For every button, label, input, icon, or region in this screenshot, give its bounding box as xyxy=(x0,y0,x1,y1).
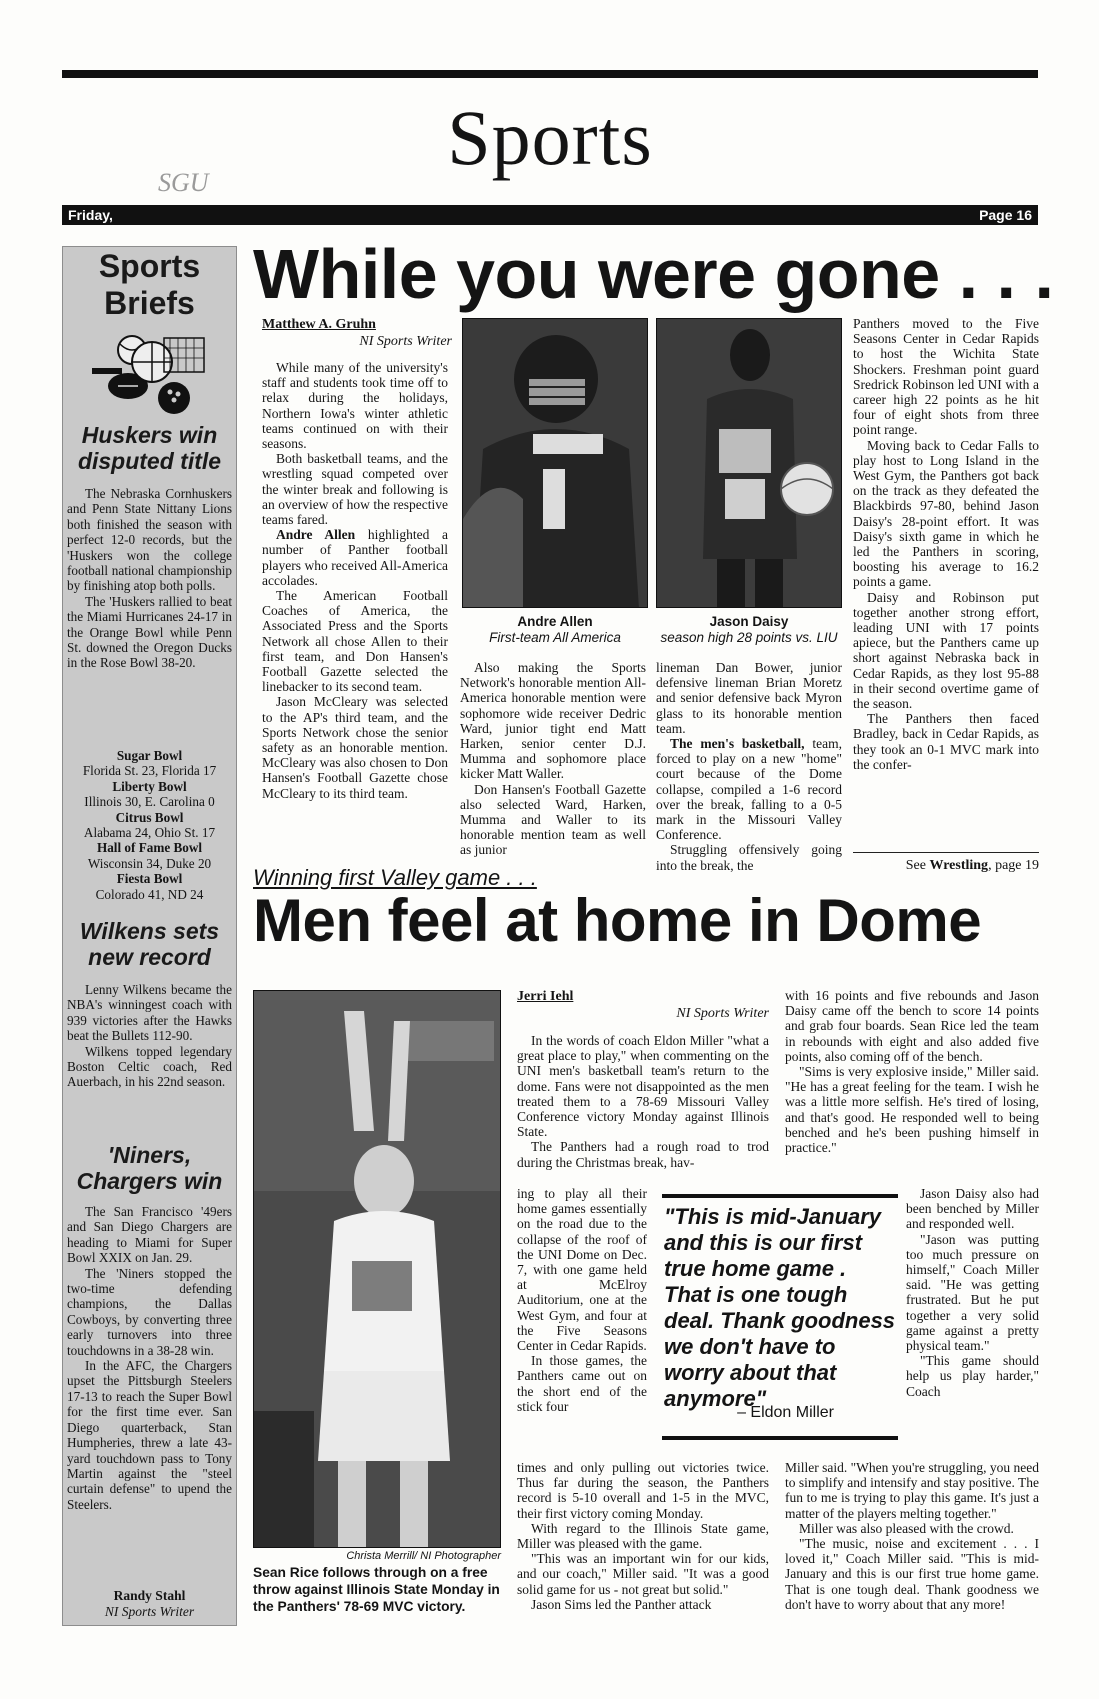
bowl-score: Illinois 30, E. Carolina 0 xyxy=(84,794,215,810)
brief1-para: The 'Huskers rallied to beat the Miami Hurricanes 24-17 in the Orange Bowl while Penn St. downed the Oregon Ducks in the Rose Bowl 38-20. xyxy=(67,593,232,671)
story1-headline: While you were gone . . . xyxy=(253,235,1054,313)
lead-in-bold: Andre Allen xyxy=(276,527,356,543)
story2-para: In those games, the Panthers came out on the short end of the stick four xyxy=(517,1353,647,1414)
basketball-player-image xyxy=(657,319,842,608)
jump-line xyxy=(853,858,1039,874)
handwritten-initials: SGU xyxy=(158,168,209,197)
story2-kicker: Winning first Valley game . . . xyxy=(253,865,537,890)
football-player-image xyxy=(463,319,648,608)
story1-para: Moving back to Cedar Falls to play host to Long Island in the West Gym, the Panthers got back on the track as they defeated the Blackbirds 97-80, behind Jason Daisy's 28-point effort. It was Daisy's sixth game in which he led the Panthers in scoring, boosting his average to 16.2 points a game. xyxy=(853,437,1039,590)
bowl-name: Liberty Bowl xyxy=(112,778,187,794)
story1-para: The men's basketball, team, forced to play on a new "home" court because of the Dome collapse, compiled a 1-6 record over the break, falling to a 0-5 mark in the Missouri Valley Conference. xyxy=(656,736,842,843)
story2-col2-top xyxy=(785,988,1039,1155)
sidebar-byline-role: NI Sports Writer xyxy=(104,1604,195,1619)
brief2-para: Wilkens topped legendary Boston Celtic coach, Red Auerbach, in his 22nd season. xyxy=(67,1043,232,1090)
sidebar-byline xyxy=(62,1588,237,1620)
story2-byline xyxy=(517,988,769,1022)
story2-para: Jason Daisy also had been benched by Miller and responded well. xyxy=(906,1186,1039,1232)
story1-para: Struggling offensively going into the break, the xyxy=(656,842,842,873)
story1-para: The American Football Coaches of America, the Associated Press and the Sports Network all chose Allen to their first team, and Don Hansen's Football Gazette selected the linebacker to its second team. xyxy=(262,588,448,695)
photo2-name: Jason Daisy xyxy=(709,614,789,629)
bowl-score: Wisconsin 34, Duke 20 xyxy=(87,855,212,871)
dateline-bar xyxy=(62,205,1038,225)
brief1-headline-line2: disputed title xyxy=(77,448,222,474)
story2-para: times and only pulling out victories twice. Thus far during the season, the Panthers record is 5-10 overall and 1-5 in the MVC, their first victory coming Monday. xyxy=(517,1460,769,1521)
story2-para: The Panthers had a rough road to trod during the Christmas break, hav- xyxy=(517,1139,769,1170)
story2-para: "Jason was putting too much pressure on himself," Coach Miller said. "He was getting frustrated. But he put together a very solid game against a pretty physical team." xyxy=(906,1231,1039,1354)
pullquote-bottom-rule xyxy=(662,1436,898,1440)
brief1-body xyxy=(67,486,232,671)
dateline-day: Friday, xyxy=(68,207,113,223)
brief2-para: Lenny Wilkens became the NBA's winningest coach with 939 victories after the Hawks beat the Bullets 112-90. xyxy=(67,982,232,1044)
sidebar-title xyxy=(62,248,237,322)
photo1-name: Andre Allen xyxy=(517,614,593,629)
brief2-headline xyxy=(62,918,237,970)
brief1-para: The Nebraska Cornhuskers and Penn State Nittany Lions both finished the season with perfect 12-0 records, but the 'Huskers won the college football national championship by finishing atop both polls. xyxy=(67,486,232,594)
story2-para: "This game should help us play harder," Coach xyxy=(906,1353,1039,1399)
brief3-headline-line2: Chargers win xyxy=(76,1168,223,1194)
brief3-headline-line1: 'Niners, xyxy=(107,1142,192,1168)
photo-credit: Christa Merrill/ NI Photographer xyxy=(346,1550,501,1562)
bowl-score: Alabama 24, Ohio St. 17 xyxy=(83,825,216,841)
photo-caption: Sean Rice follows through on a free throw against Illinois State Monday in the Panthers' 78-69 MVC victory. xyxy=(253,1565,500,1614)
story2-para: In the words of coach Eldon Miller "what a great place to play," when commenting on the UNI men's basketball team's return to the dome. Fans were not disappointed as the men treated them to a 78-69 Missouri Valley Conference victory Monday against Illinois State. xyxy=(517,1033,769,1140)
jump-prefix: See xyxy=(905,858,930,873)
story2-col2-narrow xyxy=(906,1186,1039,1399)
brief3-body xyxy=(67,1204,232,1512)
jump-suffix: , page 19 xyxy=(988,858,1039,873)
story1-byline xyxy=(262,316,452,350)
sidebar-title-line1: Sports xyxy=(98,248,201,284)
story1-para: Also making the Sports Network's honorable mention All-America honorable mention were sophomore wide receiver Dedric Ward, junior tight end Matt Harken, senior center D.J. Mumma and sophomore place kicker Matt Waller. xyxy=(460,660,646,782)
brief3-para: In the AFC, the Chargers upset the Pittsburgh Steelers 17-13 to reach the Super Bowl for the first time ever. San Diego quarterback, Stan Humpheries, threw a late 43-yard touchdown pass to Tony Martin against the "steel curtain defense" to upend the Steelers. xyxy=(67,1358,232,1512)
story1-para: Andre Allen highlighted a number of Panther football players who received All-America accolades. xyxy=(262,527,448,588)
story2-byline-role: NI Sports Writer xyxy=(676,1006,769,1021)
andre-allen-photo xyxy=(462,318,648,608)
story1-col2 xyxy=(460,660,646,858)
story2-para: Jason Sims led the Panther attack xyxy=(531,1596,712,1612)
bowl-name: Hall of Fame Bowl xyxy=(96,840,203,856)
bowl-name: Sugar Bowl xyxy=(116,748,183,763)
story2-para: With regard to the Illinois State game, Miller was pleased with the game. xyxy=(517,1520,769,1552)
story1-para: lineman Dan Bower, junior defensive lineman Brian Moretz and senior defensive back Myron glass to its honorable mention team. xyxy=(656,660,842,736)
story2-col1-bottom xyxy=(517,1460,769,1612)
story1-para: Both basketball teams, and the wrestling squad competed over the winter break and following is an overview of how the respective teams fared. xyxy=(262,451,448,528)
story1-para: The Panthers then faced Bradley, back in Cedar Rapids, as they took an 0-1 MVC mark into the confer- xyxy=(853,711,1039,772)
section-title: Sports xyxy=(447,94,653,181)
free-throw-image xyxy=(254,991,501,1548)
story1-byline-name: Matthew A. Gruhn xyxy=(262,317,376,332)
bowl-name: Fiesta Bowl xyxy=(116,871,183,887)
top-rule xyxy=(62,70,1038,78)
story1-col3 xyxy=(656,660,842,873)
brief2-body xyxy=(67,982,232,1090)
sidebar-title-line2: Briefs xyxy=(104,285,195,321)
story2-byline-name: Jerri Iehl xyxy=(517,989,574,1004)
jason-daisy-photo xyxy=(656,318,842,608)
story2-para: ing to play all their home games essentially on the road due to the collapse of the roof of the UNI Dome on Dec. 7, with one game held at McElroy Auditorium, one at the West Gym, and four at the Five Seasons Center in Cedar Rapids. xyxy=(517,1186,647,1354)
brief1-headline-line1: Huskers win xyxy=(81,422,218,448)
story2-col2-bottom xyxy=(785,1460,1039,1612)
story1-para: Jason McCleary was selected to the AP's third team, and the Sports Network chose the senior safety as an honorable mention. McCleary was also chosen to Don Hansen's Football Gazette chose McCleary to its third team. xyxy=(262,694,448,801)
page-number: Page 16 xyxy=(979,207,1032,223)
sean-rice-photo xyxy=(253,990,501,1548)
story1-para: Daisy and Robinson put together another strong effort, leading UNI with 17 points apiece, but the Panthers came up short against Nebraska back in Cedar Rapids, as they lost 95-88 in their second overtime game of the season. xyxy=(853,589,1039,712)
story1-byline-role: NI Sports Writer xyxy=(359,334,452,349)
story2-para: "The music, noise and excitement . . . I loved it," Coach Miller said. "This is mid-January and this is our first true home game. That is one tough deal. Thank goodness we don't have to worry about that any more! xyxy=(785,1536,1039,1612)
story2-col1-narrow xyxy=(517,1186,647,1414)
pullquote-attribution: – Eldon Miller xyxy=(737,1404,834,1421)
brief2-headline-line2: new record xyxy=(88,944,211,970)
bowl-results xyxy=(62,748,237,902)
brief3-para: The San Francisco '49ers and San Diego Chargers are heading to Miami for Super Bowl XXIX on Jan. 29. xyxy=(67,1204,232,1266)
story2-para: Miller was also pleased with the crowd. xyxy=(799,1520,1014,1536)
story1-col4 xyxy=(853,316,1039,772)
story2-col1-top xyxy=(517,1033,769,1170)
bowl-score: Florida St. 23, Florida 17 xyxy=(82,763,217,779)
pullquote-top-rule xyxy=(662,1194,898,1198)
story2-para: with 16 points and five rebounds and Jason Daisy came off the bench to score 14 points and grab four boards. Sean Rice led the team in rebounds with eight and also added five points, also coming off of the bench. xyxy=(785,988,1039,1064)
pullquote: "This is mid-January and this is our first true home game . That is one tough deal. Thank goodness we don't have to worry about that anymore" xyxy=(664,1204,896,1411)
sidebar-byline-name: Randy Stahl xyxy=(113,1588,186,1603)
story1-para: While many of the university's staff and students took time off to relax during the holidays, Northern Iowa's winter athletic teams continued on with their seasons. xyxy=(262,360,448,452)
sports-balls-icon xyxy=(90,328,208,418)
brief2-headline-line1: Wilkens sets xyxy=(79,918,220,944)
brief1-headline xyxy=(62,422,237,474)
story1-para: Panthers moved to the Five Seasons Center in Cedar Rapids to host the Wichita State Shockers. Freshman point guard Sredrick Robinson led UNI with a career high 22 points as he hit four of eight shots from three point range. xyxy=(853,316,1039,438)
story2-para: Miller said. "When you're struggling, you need to simplify and intensify and stay positive. The fun to me is trying to play this game. It's just a matter of the players melting together." xyxy=(785,1460,1039,1521)
story2-para: "This was an important win for our kids, and our coach," Miller said. "It was a good solid game for us - not great but solid." xyxy=(517,1551,769,1597)
story1-para: Don Hansen's Football Gazette also selected Ward, Harken, Mumma and Waller to its honorable mention team as well as junior xyxy=(460,781,646,858)
jump-section: Wrestling xyxy=(929,858,989,873)
bowl-name: Citrus Bowl xyxy=(115,809,184,825)
story2-para: "Sims is very explosive inside," Miller said. "He has a great feeling for the team. I wish he was a little more selfish. He's tired of losing, and that's good. He responded well to being benched and he's been pushing himself in practice." xyxy=(785,1064,1039,1156)
story1-col1 xyxy=(262,360,448,801)
photo1-subtitle: First-team All America xyxy=(489,630,621,645)
bowl-score: Colorado 41, ND 24 xyxy=(95,886,204,902)
story2-headline: Men feel at home in Dome xyxy=(253,887,982,954)
photo2-subtitle: season high 28 points vs. LIU xyxy=(660,630,838,645)
brief3-headline xyxy=(62,1142,237,1194)
lead-in-bold: The men's basketball, xyxy=(670,736,805,752)
jump-rule xyxy=(853,852,1039,853)
brief3-para: The 'Niners stopped the two-time defending champions, the Dallas Cowboys, by converting three early turnovers into three touchdowns in a 38-28 win. xyxy=(67,1265,232,1358)
